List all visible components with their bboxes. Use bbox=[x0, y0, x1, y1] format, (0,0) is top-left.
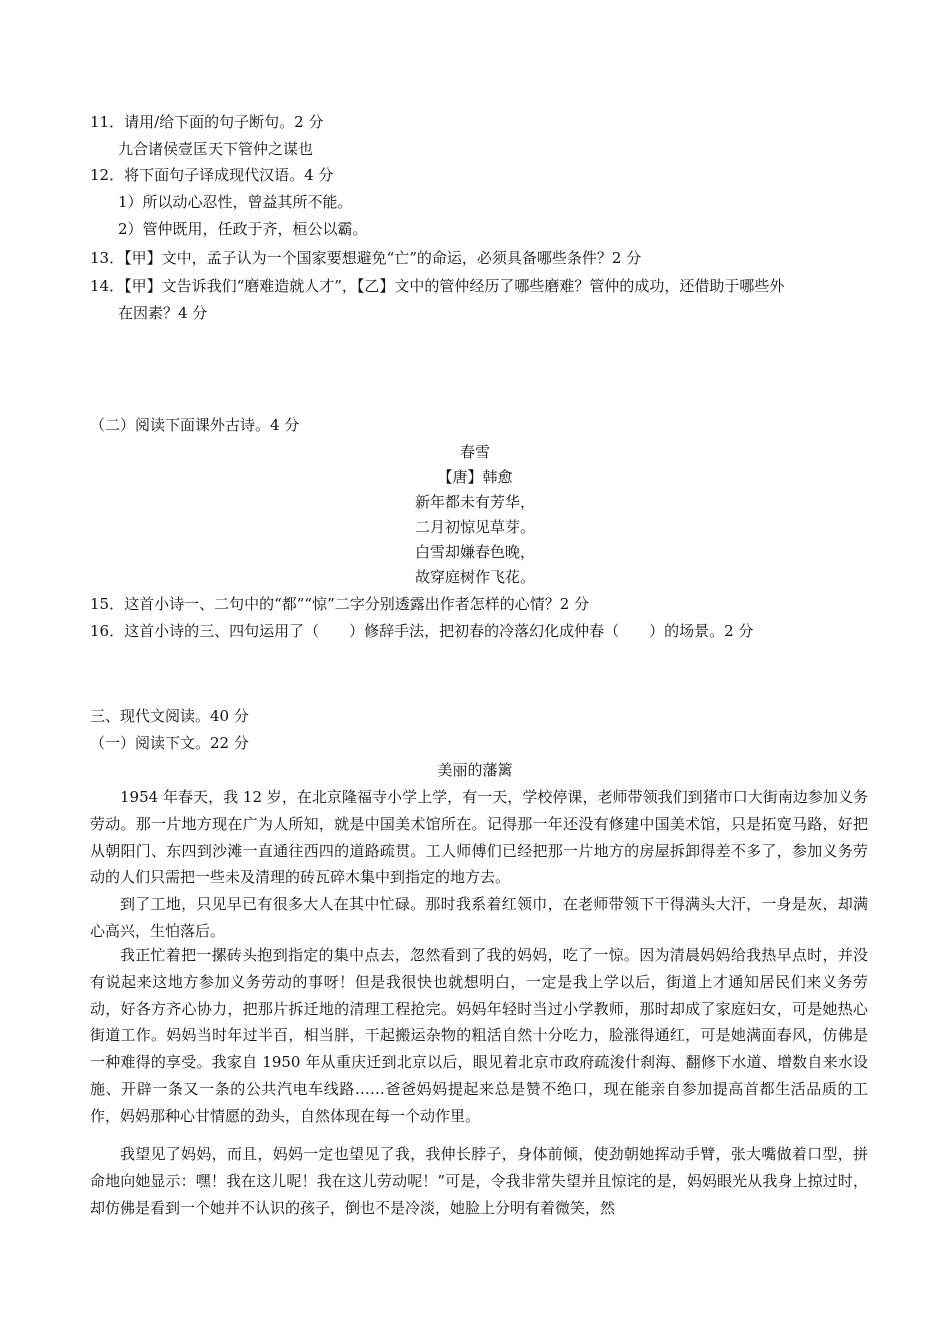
question-14-line-2: 在因素？4 分 bbox=[118, 304, 208, 322]
poem-line-1: 新年都未有芳华， bbox=[414, 493, 535, 511]
question-12-item-2: 2）管仲既用，任政于齐，桓公以霸。 bbox=[118, 220, 368, 238]
question-11-sentence: 九合诸侯壹匡天下管仲之谋也 bbox=[118, 140, 314, 158]
essay-paragraph-1: 1954 年春天，我 12 岁，在北京隆福寺小学上学，有一天，学校停课，老师带领我们到猪市口大街南边参加义务劳动。那一片地方现在广为人所知，就是中国美术馆所在。记得那一年还没有修建中国美术馆，只是拓宽马路，好把从朝阳门、东四到沙滩一直通往西四的道路疏贯。工人师傅们已经把那一片地方的房屋拆卸得差不多了，参加义务劳动的人们只需把一些未及清理的砖瓦碎木集中到指定的地方去。 bbox=[90, 788, 868, 887]
section-3-heading: 三、现代文阅读。40 分 bbox=[90, 707, 249, 725]
poem-line-4: 故穿庭树作飞花。 bbox=[414, 568, 535, 586]
question-15: 15．这首小诗一、二句中的“都”“惊”二字分别透露出作者怎样的心情？2 分 bbox=[90, 595, 590, 613]
essay-paragraph-4: 我望见了妈妈，而且，妈妈一定也望见了我，我伸长脖子，身体前倾，使劲朝她挥动手臂，张大嘴做着口型，拼命地向她显示：嘿！我在这儿呢！我在这儿劳动呢！”可是，令我非常失望并且惊诧的是，妈妈眼光从我身上掠过时，却仿佛是看到一个她并不认识的孩子，倒也不是冷淡，她脸上分明有着微笑，然 bbox=[90, 1145, 868, 1217]
poem-line-2: 二月初惊见草芽。 bbox=[414, 518, 535, 536]
section-2-heading: （二）阅读下面课外古诗。4 分 bbox=[90, 416, 300, 434]
question-11: 11．请用/给下面的句子断句。2 分 bbox=[90, 113, 324, 131]
essay-paragraph-3: 我正忙着把一摞砖头抱到指定的集中点去，忽然看到了我的妈妈，吃了一惊。因为清晨妈妈给我热早点时，并没有说起来这地方参加义务劳动的事呀！但是我很快也就想明白，一定是我上学以后，街道上才通知居民们来义务劳动，好各方齐心协力，把那片拆迁地的清理工程抢完。妈妈年轻时当过小学教师，那时却成了家庭妇女，可是她热心街道工作。妈妈当时年过半百，相当胖，干起搬运杂物的粗活自然十分吃力，脸涨得通红，可是她满面春风，仿佛是一种难得的享受。我家自 1950 年从重庆迁到北京以后，眼见着北京市政府疏浚什刹海、翻修下水道、增数自来水设施、开辟一条又一条的公共汽电车线路……爸爸妈妈提起来总是赞不绝口，现在能亲自参加提高首都生活品质的工作，妈妈那种心甘情愿的劲头，自然体现在每一个动作里。 bbox=[90, 946, 868, 1125]
poem-title: 春雪 bbox=[459, 443, 490, 461]
question-12-item-1: 1）所以动心忍性，曾益其所不能。 bbox=[118, 193, 353, 211]
question-14-line-1: 14．【甲】文告诉我们“磨难造就人才”，【乙】文中的管仲经历了哪些磨难？管仲的成功，还借助于哪些外 bbox=[90, 277, 785, 295]
poem-line-3: 白雪却嫌春色晚， bbox=[414, 543, 535, 561]
question-12: 12．将下面句子译成现代汉语。4 分 bbox=[90, 166, 334, 184]
question-13: 13．【甲】文中，孟子认为一个国家要想避免“亡”的命运，必须具备哪些条件？2 分 bbox=[90, 249, 642, 267]
question-16: 16．这首小诗的三、四句运用了（ ）修辞手法，把初春的冷落幻化成仲春（ ）的场景。2 分 bbox=[90, 622, 754, 640]
essay-paragraph-2: 到了工地，只见早已有很多大人在其中忙碌。那时我系着红领巾，在老师带领下干得满头大汗，一身是灰，却满心高兴，生怕落后。 bbox=[90, 895, 868, 940]
section-3-sub-heading: （一）阅读下文。22 分 bbox=[90, 734, 249, 752]
essay-title: 美丽的藩篱 bbox=[437, 761, 513, 779]
poem-author: 【唐】韩愈 bbox=[437, 468, 513, 486]
